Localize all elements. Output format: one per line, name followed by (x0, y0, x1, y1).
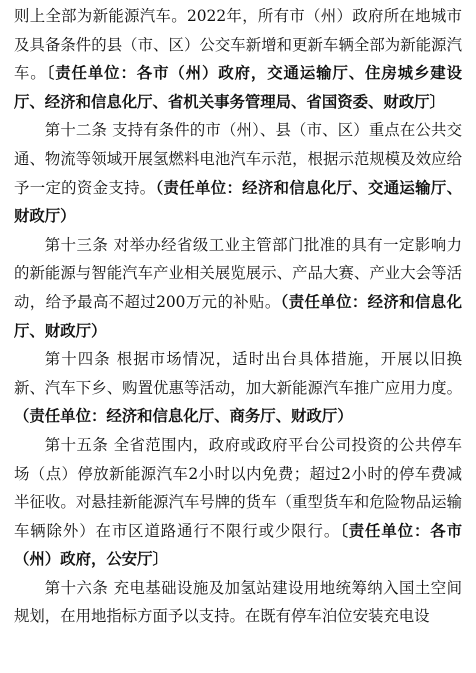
paragraph-text: 则上全部为新能源汽车。2022年，所有市（州）政府所在地城市及具备条件的县（市、区）公交车新增和更新车辆全部为新能源汽车。 (14, 7, 462, 83)
paragraph-text: 第十二条 支持有条件的市（州）、县（市、区）重点在公共交通、物流等领域开展氢燃料电池汽车示范，根据示范规模及效应给予一定的资金支持。 (14, 121, 462, 197)
paragraph-text: 第十三条 对举办经省级工业主管部门批准的具有一定影响力的新能源与智能汽车产业相关展览展示、产品大赛、产业大会等活动，给予最高不超过200万元的补贴。 (14, 235, 462, 311)
paragraph-text: 第十五条 全省范围内，政府或政府平台公司投资的公共停车场（点）停放新能源汽车2小时以内免费；超过2小时的停车费减半征收。对悬挂新能源汽车号牌的货车（重型货车和危险物品运输车辆除外）在市区道路通行不限行或少限行。 (14, 435, 462, 540)
article-16-paragraph (14, 574, 462, 631)
paragraph-text: 第十六条 充电基础设施及加氢站建设用地统筹纳入国土空间规划，在用地指标方面予以支持。在既有停车泊位安装充电设 (14, 578, 462, 626)
article-15-paragraph (14, 431, 462, 574)
responsibility-note: （责任单位：经济和信息化厅、财政厅） (14, 292, 462, 340)
responsibility-note: 〔责任单位：各市（州）政府，交通运输厅、住房城乡建设厅、经济和信息化厅、省机关事务管理局、省国资委、财政厅〕 (14, 64, 462, 111)
article-12-paragraph (14, 116, 462, 230)
paragraph-continuation (14, 2, 462, 116)
paragraph-text: 第十四条 根据市场情况，适时出台具体措施，开展以旧换新、汽车下乡、购置优惠等活动，加大新能源汽车推广应用力度。 (14, 350, 462, 397)
responsibility-note: （责任单位：经济和信息化厅、商务厅、财政厅） (14, 407, 353, 426)
responsibility-note: 〔责任单位：各市（州）政府，公安厅〕 (14, 521, 462, 569)
article-14-paragraph (14, 345, 462, 431)
article-13-paragraph (14, 231, 462, 345)
responsibility-note: （责任单位：经济和信息化厅、交通运输厅、财政厅） (14, 178, 462, 226)
